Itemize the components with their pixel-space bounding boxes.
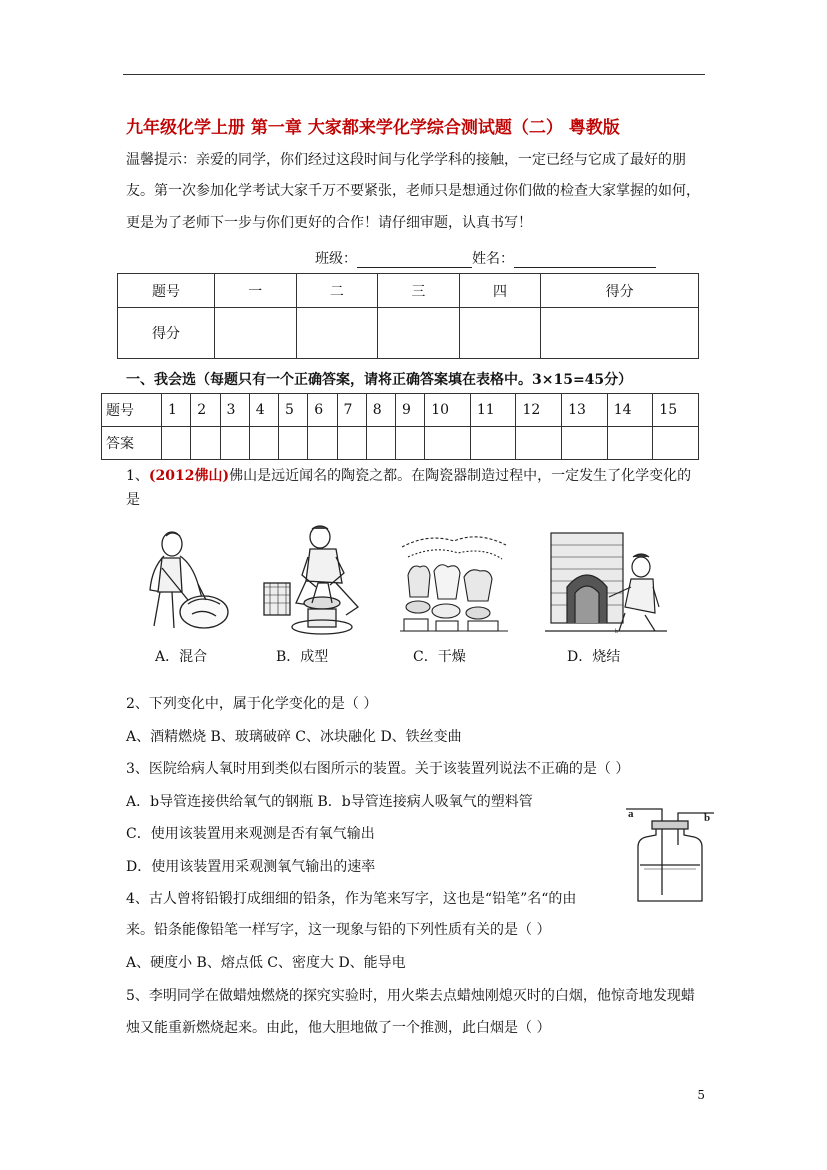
answer-number: 12 <box>516 394 562 427</box>
intro-line-1: 温馨提示：亲爱的同学，你们经过这段时间与化学学科的接触，一定已经与它成了最好的朋 <box>126 152 686 168</box>
question-2: 2、下列变化中，属于化学变化的是（ ） <box>126 696 378 712</box>
answer-number: 14 <box>607 394 653 427</box>
answer-header-label: 题号 <box>102 394 162 427</box>
question-1-text: 佛山是远近闻名的陶瓷之都。在陶瓷器制造过程中，一定发生了化学变化的 <box>229 468 692 484</box>
header-rule <box>123 74 705 75</box>
question-5-line-1: 5、李明同学在做蜡烛燃烧的探究实验时，用火柴去点蜡烛刚熄灭时的白烟，他惊奇地发现蜡 <box>126 988 695 1004</box>
score-cell[interactable] <box>459 308 541 359</box>
class-name-line <box>315 248 656 268</box>
answer-cell[interactable] <box>279 427 308 460</box>
score-cell[interactable] <box>378 308 460 359</box>
answer-number: 11 <box>470 394 516 427</box>
score-table <box>117 273 699 359</box>
answer-number: 3 <box>220 394 249 427</box>
question-3-option-d: D．使用该装置用采观测氧气输出的速率 <box>126 859 376 875</box>
answer-cell[interactable] <box>162 427 191 460</box>
diagram-label-b: b <box>704 812 711 824</box>
answer-number: 9 <box>396 394 425 427</box>
answer-cell[interactable] <box>308 427 337 460</box>
question-1-option-b: B．成型 <box>276 649 329 665</box>
answer-number: 1 <box>162 394 191 427</box>
drying-illustration <box>398 527 510 635</box>
page-number: 5 <box>697 1088 705 1102</box>
score-header-cell: 得分 <box>541 274 699 308</box>
question-3-option-c: C．使用该装置用来观测是否有氧气输出 <box>126 826 375 842</box>
answer-number: 13 <box>562 394 608 427</box>
answer-table <box>101 393 699 460</box>
class-label: 班级： <box>315 251 357 267</box>
answer-cell[interactable] <box>337 427 366 460</box>
gas-washing-bottle-diagram <box>622 805 718 905</box>
question-1-number: 1、 <box>126 468 149 484</box>
answer-cell[interactable] <box>396 427 425 460</box>
answer-cell[interactable] <box>366 427 395 460</box>
score-header-cell: 四 <box>459 274 541 308</box>
score-header-cell: 二 <box>296 274 378 308</box>
score-cell[interactable] <box>215 308 297 359</box>
answer-number: 8 <box>366 394 395 427</box>
answer-number: 6 <box>308 394 337 427</box>
question-1 <box>126 466 691 486</box>
answer-cell[interactable] <box>425 427 471 460</box>
answer-cell[interactable] <box>220 427 249 460</box>
name-field[interactable] <box>514 253 656 268</box>
answer-number: 10 <box>425 394 471 427</box>
shaping-illustration <box>262 523 366 638</box>
class-field[interactable] <box>357 253 472 268</box>
question-4-options: A、硬度小 B、熔点低 C、密度大 D、能导电 <box>126 955 406 971</box>
answer-cell[interactable] <box>516 427 562 460</box>
section-heading-1: 一、我会选（每题只有一个正确答案，请将正确答案填在表格中。3×15=45分） <box>126 372 633 388</box>
answer-number: 2 <box>191 394 220 427</box>
question-1-text-2: 是 <box>126 492 140 508</box>
answer-cell[interactable] <box>653 427 699 460</box>
score-cell[interactable] <box>541 308 699 359</box>
answer-cell[interactable] <box>249 427 278 460</box>
score-header-cell: 题号 <box>118 274 215 308</box>
answer-number: 7 <box>337 394 366 427</box>
svg-text:b: b <box>615 629 618 635</box>
intro-line-2: 友。第一次参加化学考试大家千万不要紧张，老师只是想通过你们做的检查大家掌握的如何， <box>126 183 700 199</box>
answer-number: 15 <box>653 394 699 427</box>
sintering-illustration <box>545 527 667 635</box>
score-header-cell: 三 <box>378 274 460 308</box>
diagram-label-a: a <box>628 808 634 820</box>
answer-number: 4 <box>249 394 278 427</box>
question-2-options: A、酒精燃烧 B、玻璃破碎 C、冰块融化 D、铁丝变曲 <box>126 729 462 745</box>
question-1-option-c: C．干燥 <box>413 649 466 665</box>
intro-line-3: 更是为了老师下一步与你们更好的合作！请仔细审题，认真书写！ <box>126 215 532 231</box>
question-3-option-ab: A．b导管连接供给氧气的钢瓶 B．b导管连接病人吸氧气的塑料管 <box>126 794 533 810</box>
question-1-option-d: D．烧结 <box>567 649 621 665</box>
score-header-cell: 一 <box>215 274 297 308</box>
question-1-source: (2012佛山) <box>148 468 230 484</box>
score-row-label: 得分 <box>118 308 215 359</box>
page-title: 九年级化学上册 第一章 大家都来学化学综合测试题（二） 粤教版 <box>126 118 620 138</box>
answer-cell[interactable] <box>470 427 516 460</box>
mixing-illustration <box>132 528 232 638</box>
answer-cell[interactable] <box>607 427 653 460</box>
answer-cell[interactable] <box>191 427 220 460</box>
score-cell[interactable] <box>296 308 378 359</box>
question-1-option-a: A．混合 <box>155 649 208 665</box>
question-3: 3、医院给病人氧时用到类似右图所示的装置。关于该装置列说法不正确的是（ ） <box>126 761 630 777</box>
answer-number: 5 <box>279 394 308 427</box>
answer-row-label: 答案 <box>102 427 162 460</box>
answer-cell[interactable] <box>562 427 608 460</box>
question-4-line-2: 来。铅条能像铅笔一样写字，这一现象与铅的下列性质有关的是（ ） <box>126 922 551 938</box>
question-5-line-2: 烛又能重新燃烧起来。由此，他大胆地做了一个推测，此白烟是（ ） <box>126 1020 551 1036</box>
question-4-line-1: 4、古人曾将铅锻打成细细的铅条，作为笔来写字，这也是“铅笔”名“的由 <box>126 891 577 907</box>
name-label: 姓名： <box>472 251 514 267</box>
